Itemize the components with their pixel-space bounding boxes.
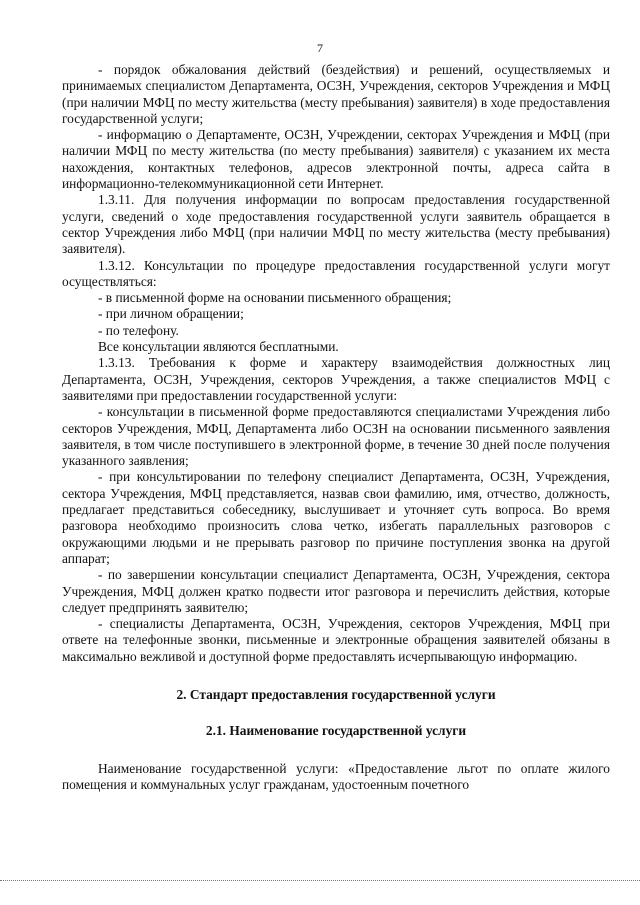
paragraph: 1.3.13. Требования к форме и характеру взаимодействия должностных лиц Департамента, ОСЗН, Учреждения, секторов Учреждения, а также специалистов МФЦ с заявителями при предоставлении государственной услуги: bbox=[62, 355, 610, 403]
paragraph: - порядок обжалования действий (бездействия) и решений, осуществляемых и принимаемых специалистом Департамента, ОСЗН, Учреждения, секторов Учреждения и МФЦ (при наличии МФЦ по месту жительства (месту пребывания) заявителя) в ходе предоставления государственной услуги; bbox=[62, 62, 610, 126]
document-body bbox=[62, 62, 610, 794]
paragraph: Наименование государственной услуги: «Предоставление льгот по оплате жилого помещения и коммунальных услуг гражданам, удостоенным почетного bbox=[62, 760, 610, 793]
paragraph: Все консультации являются бесплатными. bbox=[98, 339, 339, 355]
subsection-heading: 2.1. Наименование государственной услуги bbox=[205, 722, 467, 738]
paragraph: 1.3.12. Консультации по процедуре предоставления государственной услуги могут осуществляться: bbox=[62, 257, 610, 289]
paragraph: 1.3.11. Для получения информации по вопросам предоставления государственной услуги, сведений о ходе предоставления государственной услуги заявитель обращается в сектор Учреждения либо МФЦ (при наличии МФЦ по месту жительства (месту пребывания) заявителя). bbox=[62, 192, 610, 257]
list-item: - по телефону. bbox=[98, 322, 179, 338]
page-number: 7 bbox=[317, 41, 323, 55]
list-item: - в письменной форме на основании письменного обращения; bbox=[98, 290, 452, 306]
list-item: - специалисты Департамента, ОСЗН, Учреждения, секторов Учреждения, МФЦ при ответе на телефонные звонки, письменные и электронные обращения заявителей обязаны в максимально вежливой и доступной форме предоставлять исчерпывающую информацию. bbox=[62, 616, 610, 664]
paragraph: - информацию о Департаменте, ОСЗН, Учреждении, секторах Учреждения и МФЦ (при наличии МФЦ по месту жительства (по месту пребывания) заявителя) с указанием их места нахождения, контактных телефонов, адресов электронной почты, адреса сайта в информационно-телекоммуникационной сети Интернет. bbox=[62, 127, 610, 192]
list-item: - консультации в письменной форме предоставляются специалистами Учреждения либо секторов Учреждения, МФЦ, Департамента либо ОСЗН на основании письменного заявления заявителя, в том числе поступившего в электронной форме, в течение 30 дней после получения указанного заявления; bbox=[62, 404, 610, 469]
list-item: - при личном обращении; bbox=[98, 306, 244, 322]
list-item: - при консультировании по телефону специалист Департамента, ОСЗН, Учреждения, сектора Учреждения, МФЦ представляется, назвав свои фамилию, имя, отчество, должность, предлагает представиться собеседнику, выслушивает и уточняет суть вопроса. Во время разговора необходимо произносить слова четко, избегать параллельных разговоров с окружающими людьми и не прерывать разговор по причине поступления звонка на другой аппарат; bbox=[62, 469, 610, 566]
section-heading: 2. Стандарт предоставления государственной услуги bbox=[176, 686, 496, 702]
list-item: - по завершении консультации специалист Департамента, ОСЗН, Учреждения, сектора Учреждения, МФЦ должен кратко подвести итог разговора и перечислить действия, которые следует предпринять заявителю; bbox=[62, 567, 610, 615]
page-bottom-divider bbox=[0, 880, 640, 881]
